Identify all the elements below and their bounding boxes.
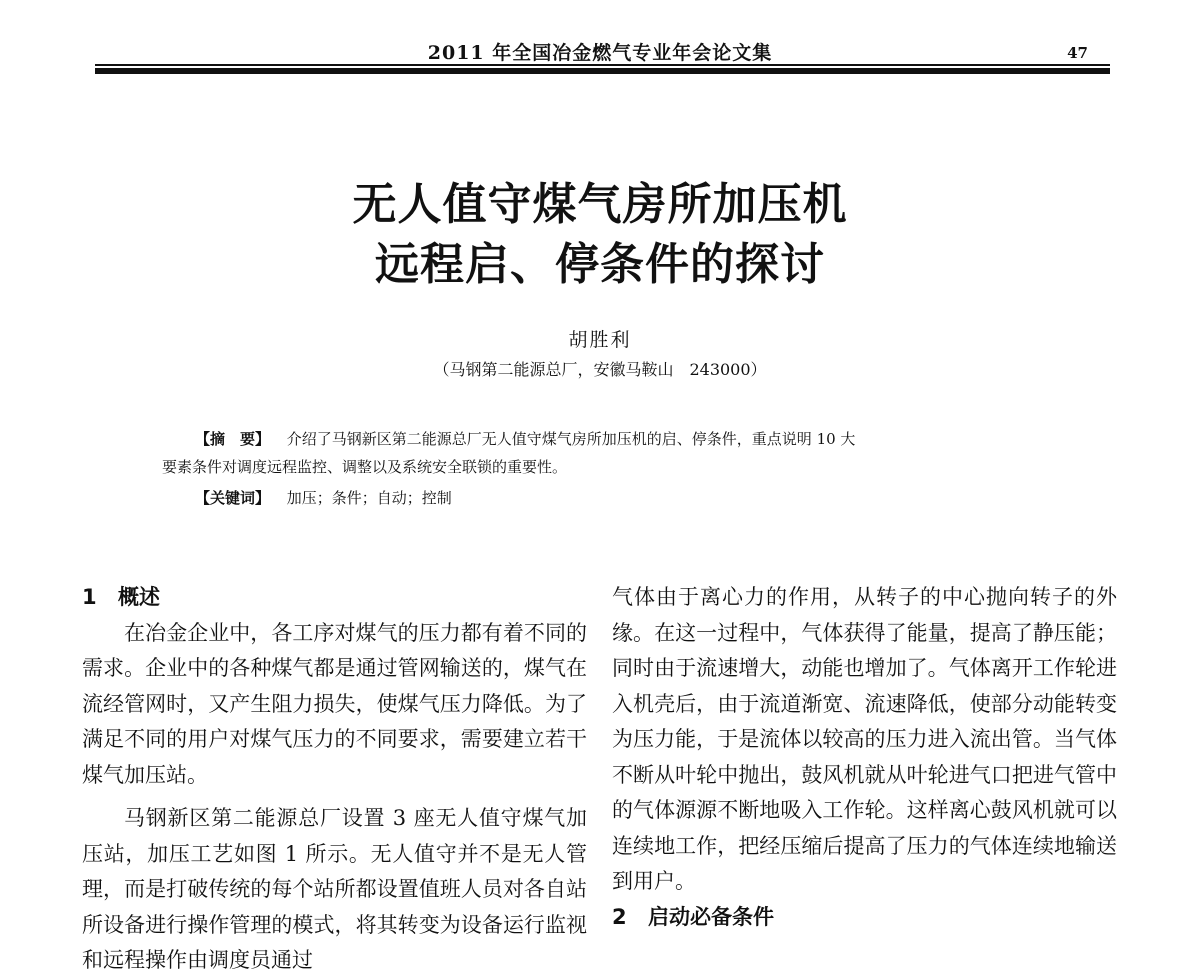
abstract-label: 【摘 要】: [195, 430, 271, 448]
keywords-line: [195, 487, 452, 508]
keywords-label: 【关键词】: [195, 489, 271, 507]
section-2-title: 启动必备条件: [648, 904, 774, 929]
article-title-line-1: 无人值守煤气房所加压机: [352, 179, 848, 230]
abstract-text-line-1: 介绍了马钢新区第二能源总厂无人值守煤气房所加压机的启、停条件，重点说明 10 大: [286, 430, 856, 448]
section-1-title: 概述: [118, 585, 160, 609]
running-title: 2011 年全国冶金燃气专业年会论文集: [427, 42, 773, 64]
abstract-text-line-2: 要素条件对调度远程监控、调整以及系统安全联锁的重要性。: [162, 458, 568, 476]
article-title-line-2: 远程启、停条件的探讨: [375, 239, 825, 290]
header-rule-thin: [95, 64, 1110, 66]
section-1-number: 1: [82, 585, 97, 609]
paragraph: 马钢新区第二能源总厂设置 3 座无人值守煤气加压站，加压工艺如图 1 所示。无人值守并不是无人管理，而是打破传统的每个站所都设置值班人员对各自站所设备进行操作管理的模式，将其转变为设备运行监视和远程操作由调度员通过: [82, 806, 587, 972]
paragraph: 在冶金企业中，各工序对煤气的压力都有着不同的需求。企业中的各种煤气都是通过管网输送的，煤气在流经管网时，又产生阻力损失，使煤气压力降低。为了满足不同的用户对煤气压力的不同要求，需要建立若干煤气加压站。: [82, 620, 587, 787]
paragraph: 气体由于离心力的作用，从转子的中心抛向转子的外缘。在这一过程中，气体获得了能量，提高了静压能；同时由于流速增大，动能也增加了。气体离开工作轮进入机壳后，由于流道渐宽、流速降低，使部分动能转变为压力能，于是流体以较高的压力进入流出管。当气体不断从叶轮中抛出，鼓风机就从叶轮进气口把进气管中的气体源源不断地吸入工作轮。这样离心鼓风机就可以连续地工作，把经压缩后提高了压力的气体连续地输送到用户。: [612, 585, 1117, 893]
section-2-number: 2: [612, 904, 627, 929]
keywords: 加压；条件；自动；控制: [286, 489, 452, 507]
author: 胡胜利: [568, 329, 632, 351]
right-column: [612, 580, 1117, 935]
abstract-line-1: [195, 428, 855, 449]
left-column: [82, 580, 587, 979]
section-2-heading: [612, 900, 1117, 936]
section-1-heading: [82, 580, 587, 616]
affiliation: （马钢第二能源总厂，安徽马鞍山 243000）: [433, 360, 767, 379]
header-rule-thick: [95, 68, 1110, 74]
page-number: 47: [1067, 44, 1088, 62]
